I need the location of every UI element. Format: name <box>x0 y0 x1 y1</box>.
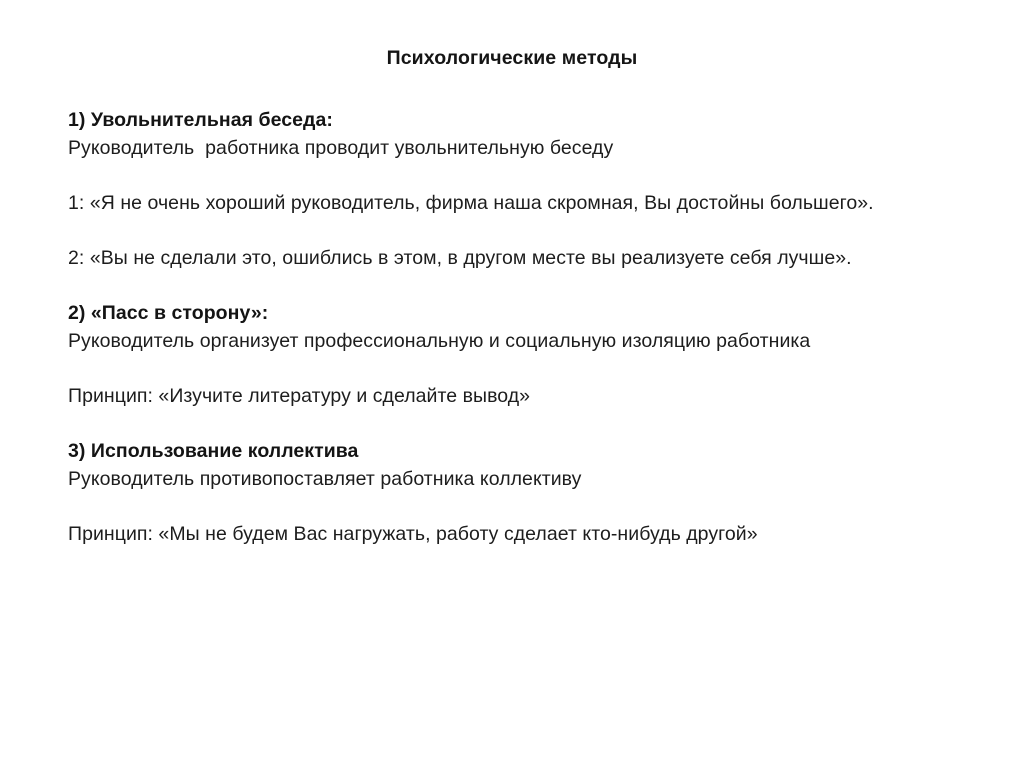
body-line: Руководитель противопоставляет работника коллективу <box>68 468 582 490</box>
section-heading: 2) «Пасс в сторону»: <box>68 302 269 324</box>
paragraph-method-3-principle <box>68 520 968 548</box>
paragraph-method-2 <box>68 299 968 355</box>
body-line: Руководитель организует профессиональную и социальную изоляцию работника <box>68 330 811 352</box>
body-line: Принцип: «Изучите литературу и сделайте вывод» <box>68 385 531 407</box>
paragraph-method-1-example-1 <box>68 189 968 217</box>
body-line: 1: «Я не очень хороший руководитель, фирма наша скромная, Вы достойны большего». <box>68 192 874 214</box>
body-line: Принцип: «Мы не будем Вас нагружать, работу сделает кто-нибудь другой» <box>68 523 758 545</box>
body-line: Руководитель работника проводит увольнительную беседу <box>68 137 614 159</box>
page-title: Психологические методы <box>386 47 638 69</box>
body-line: 2: «Вы не сделали это, ошиблись в этом, в другом месте вы реализуете себя лучше». <box>68 247 852 269</box>
paragraph-method-3 <box>68 437 968 493</box>
paragraph-method-1 <box>68 106 968 162</box>
section-heading: 1) Увольнительная беседа: <box>68 109 333 131</box>
paragraph-method-1-example-2 <box>68 244 968 272</box>
paragraph-method-2-principle <box>68 382 968 410</box>
slide-body <box>68 106 968 548</box>
section-heading: 3) Использование коллектива <box>68 440 359 462</box>
